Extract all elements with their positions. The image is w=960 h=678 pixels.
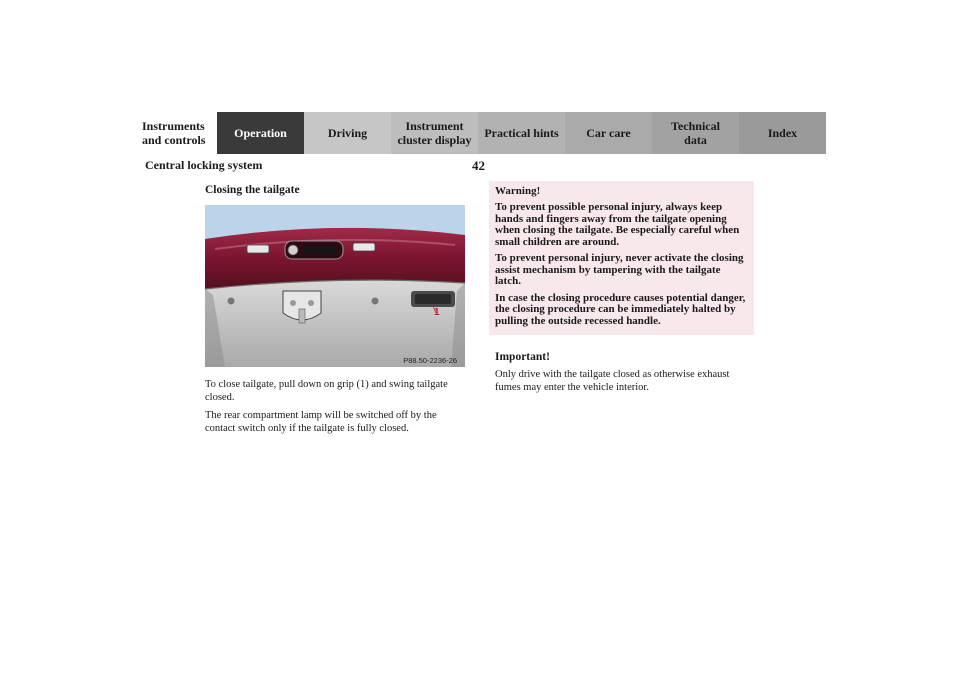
tab-index[interactable] (739, 112, 826, 154)
warning-paragraph: In case the closing procedure causes potential danger, the closing procedure can be immediately halted by pulling the outside recessed handle. (495, 291, 746, 327)
tab-instrument-cluster-display[interactable] (391, 112, 478, 154)
figure-code: P88.50-2236-26 (403, 356, 457, 365)
tab-label: Car care (586, 126, 631, 140)
important-text: Only drive with the tailgate closed as otherwise exhaust fumes may enter the vehicle interior. (495, 369, 730, 393)
tab-driving[interactable] (304, 112, 391, 154)
tab-label: Instrument cluster display (397, 119, 472, 147)
warning-title: Warning! (495, 185, 541, 197)
tailgate-illustration (205, 205, 465, 367)
tab-label: Driving (327, 126, 368, 140)
important-heading: Important! (495, 351, 550, 363)
tab-practical-hints[interactable] (478, 112, 565, 154)
important-note (495, 351, 755, 400)
tab-label: Technical data (671, 119, 720, 147)
section-heading: Closing the tailgate (205, 184, 300, 196)
tab-label: Instruments and controls (142, 119, 206, 147)
tab-car-care[interactable] (565, 112, 652, 154)
tab-operation[interactable] (217, 112, 304, 154)
left-column (205, 184, 467, 441)
section-title: Central locking system (145, 158, 263, 172)
tab-label: Practical hints (484, 126, 559, 140)
chapter-tabs (130, 112, 826, 154)
warning-paragraph: To prevent personal injury, never activate the closing assist mechanism by tampering with the tailgate latch. (495, 252, 744, 287)
tab-label: Operation (234, 126, 287, 140)
warning-paragraph: To prevent possible personal injury, always keep hands and fingers away from the tailgate opening when closing the tailgate. Be especially careful when small children are around. (495, 201, 740, 248)
tab-instruments-and-controls[interactable] (130, 112, 217, 154)
tailgate-drawing (205, 205, 465, 367)
figure-callout-1: 1 (434, 307, 440, 318)
body-paragraph: The rear compartment lamp will be switched off by the contact switch only if the tailgate is fully closed. (205, 410, 437, 434)
tab-technical-data[interactable] (652, 112, 739, 154)
warning-box (489, 181, 754, 335)
tab-label: Index (767, 126, 798, 140)
page-number: 42 (472, 158, 485, 173)
body-paragraph: To close tailgate, pull down on grip (1) and swing tailgate closed. (205, 379, 448, 403)
